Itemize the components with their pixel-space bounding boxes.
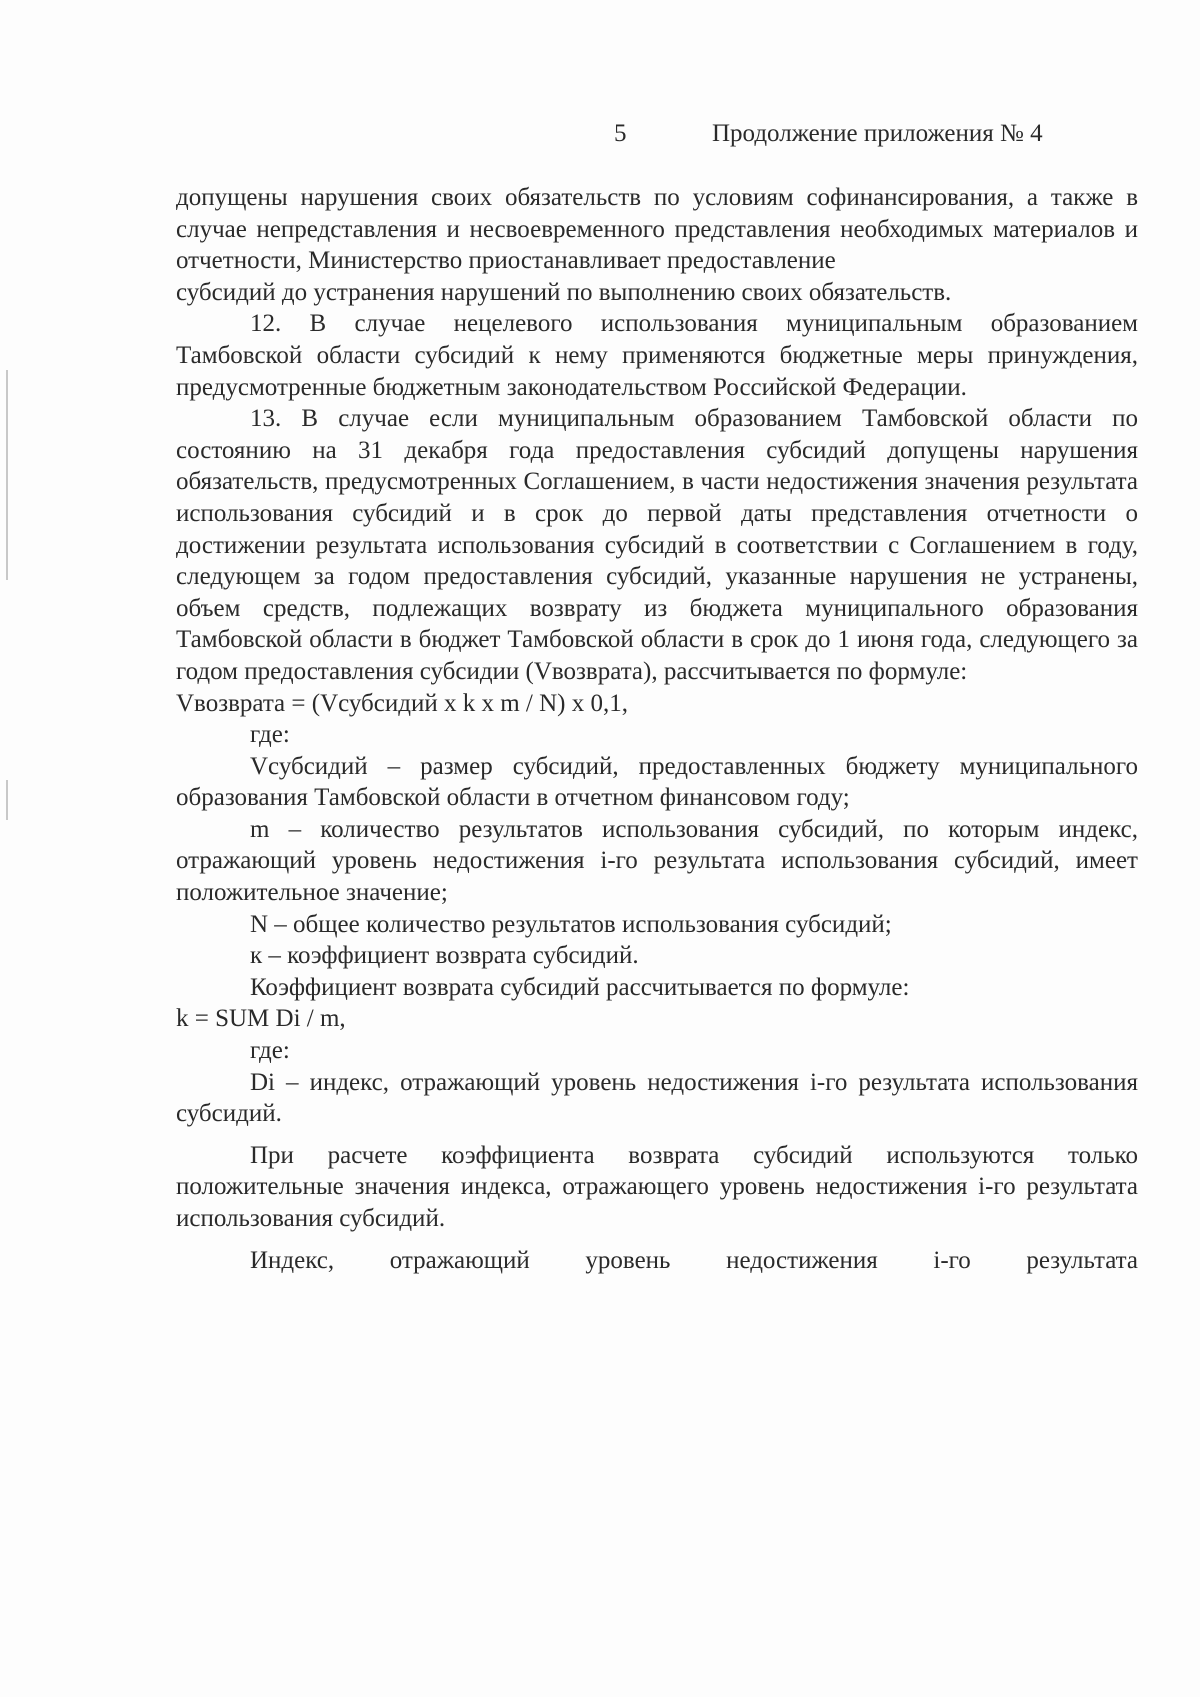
paragraph-continuation-end: субсидий до устранения нарушений по выполнению своих обязательств. (176, 278, 952, 306)
paragraph-13: 13. В случае если муниципальным образованием Тамбовской области по состоянию на 31 декабря года предоставления субсидий допущены нарушения обязательств, предусмотренных Соглашением, в части недостижения значения результата использования субсидий и в срок до первой даты представления отчетности о достижении результата использования субсидий в соответствии с Соглашением в году, следующем за годом предоставления субсидий, указанные нарушения не устранены, объем средств, подлежащих возврату из бюджета муниципального образования Тамбовской области в бюджет Тамбовской области в срок до 1 июня года, следующего за годом предоставления субсидии (Vвозврата), рассчитывается по формуле: (176, 405, 1138, 685)
scan-edge-mark (6, 780, 8, 820)
formula-k-coefficient: k = SUM Di / m, (176, 1005, 346, 1033)
scan-edge-mark (6, 370, 8, 580)
where-label: где: (250, 1037, 290, 1065)
where-label: где: (250, 721, 290, 749)
formula-return-volume: Vвозврата = (Vсубсидий х k х m / N) х 0,1, (176, 689, 629, 717)
definition-di: Di – индекс, отражающий уровень недостижения i-го результата использования субсидий. (176, 1068, 1138, 1128)
document-body (176, 182, 1138, 1276)
page-header (0, 120, 1200, 160)
paragraph-positive-values: При расчете коэффициента возврата субсидий используются только положительные значения индекса, отражающего уровень недостижения i-го результата использования субсидий. (176, 1141, 1138, 1232)
definition-n: N – общее количество результатов использования субсидий; (250, 910, 892, 938)
definition-v-subsidies: Vсубсидий – размер субсидий, предоставленных бюджету муниципального образования Тамбовской области в отчетном финансовом году; (176, 752, 1138, 812)
page-number: 5 (614, 120, 627, 147)
paragraph-index-start: Индекс, отражающий уровень недостижения i-го результата (250, 1246, 1138, 1274)
appendix-continuation-title: Продолжение приложения № 4 (712, 120, 1043, 147)
definition-k: к – коэффициент возврата субсидий. (250, 942, 639, 970)
paragraph-12: 12. В случае нецелевого использования муниципальным образованием Тамбовской области субсидий к нему применяются бюджетные меры принуждения, предусмотренные бюджетным законодательством Российской Федерации. (176, 310, 1138, 401)
definition-m: m – количество результатов использования субсидий, по которым индекс, отражающий уровень недостижения i-го результата использования субсидий, имеет положительное значение; (176, 815, 1138, 907)
paragraph-continuation: допущены нарушения своих обязательств по условиям софинансирования, а также в случае непредставления и несвоевременного представления необходимых материалов и отчетности, Министерство приостанавливает предоставление (176, 184, 1138, 275)
k-formula-intro: Коэффициент возврата субсидий рассчитывается по формуле: (250, 973, 910, 1001)
